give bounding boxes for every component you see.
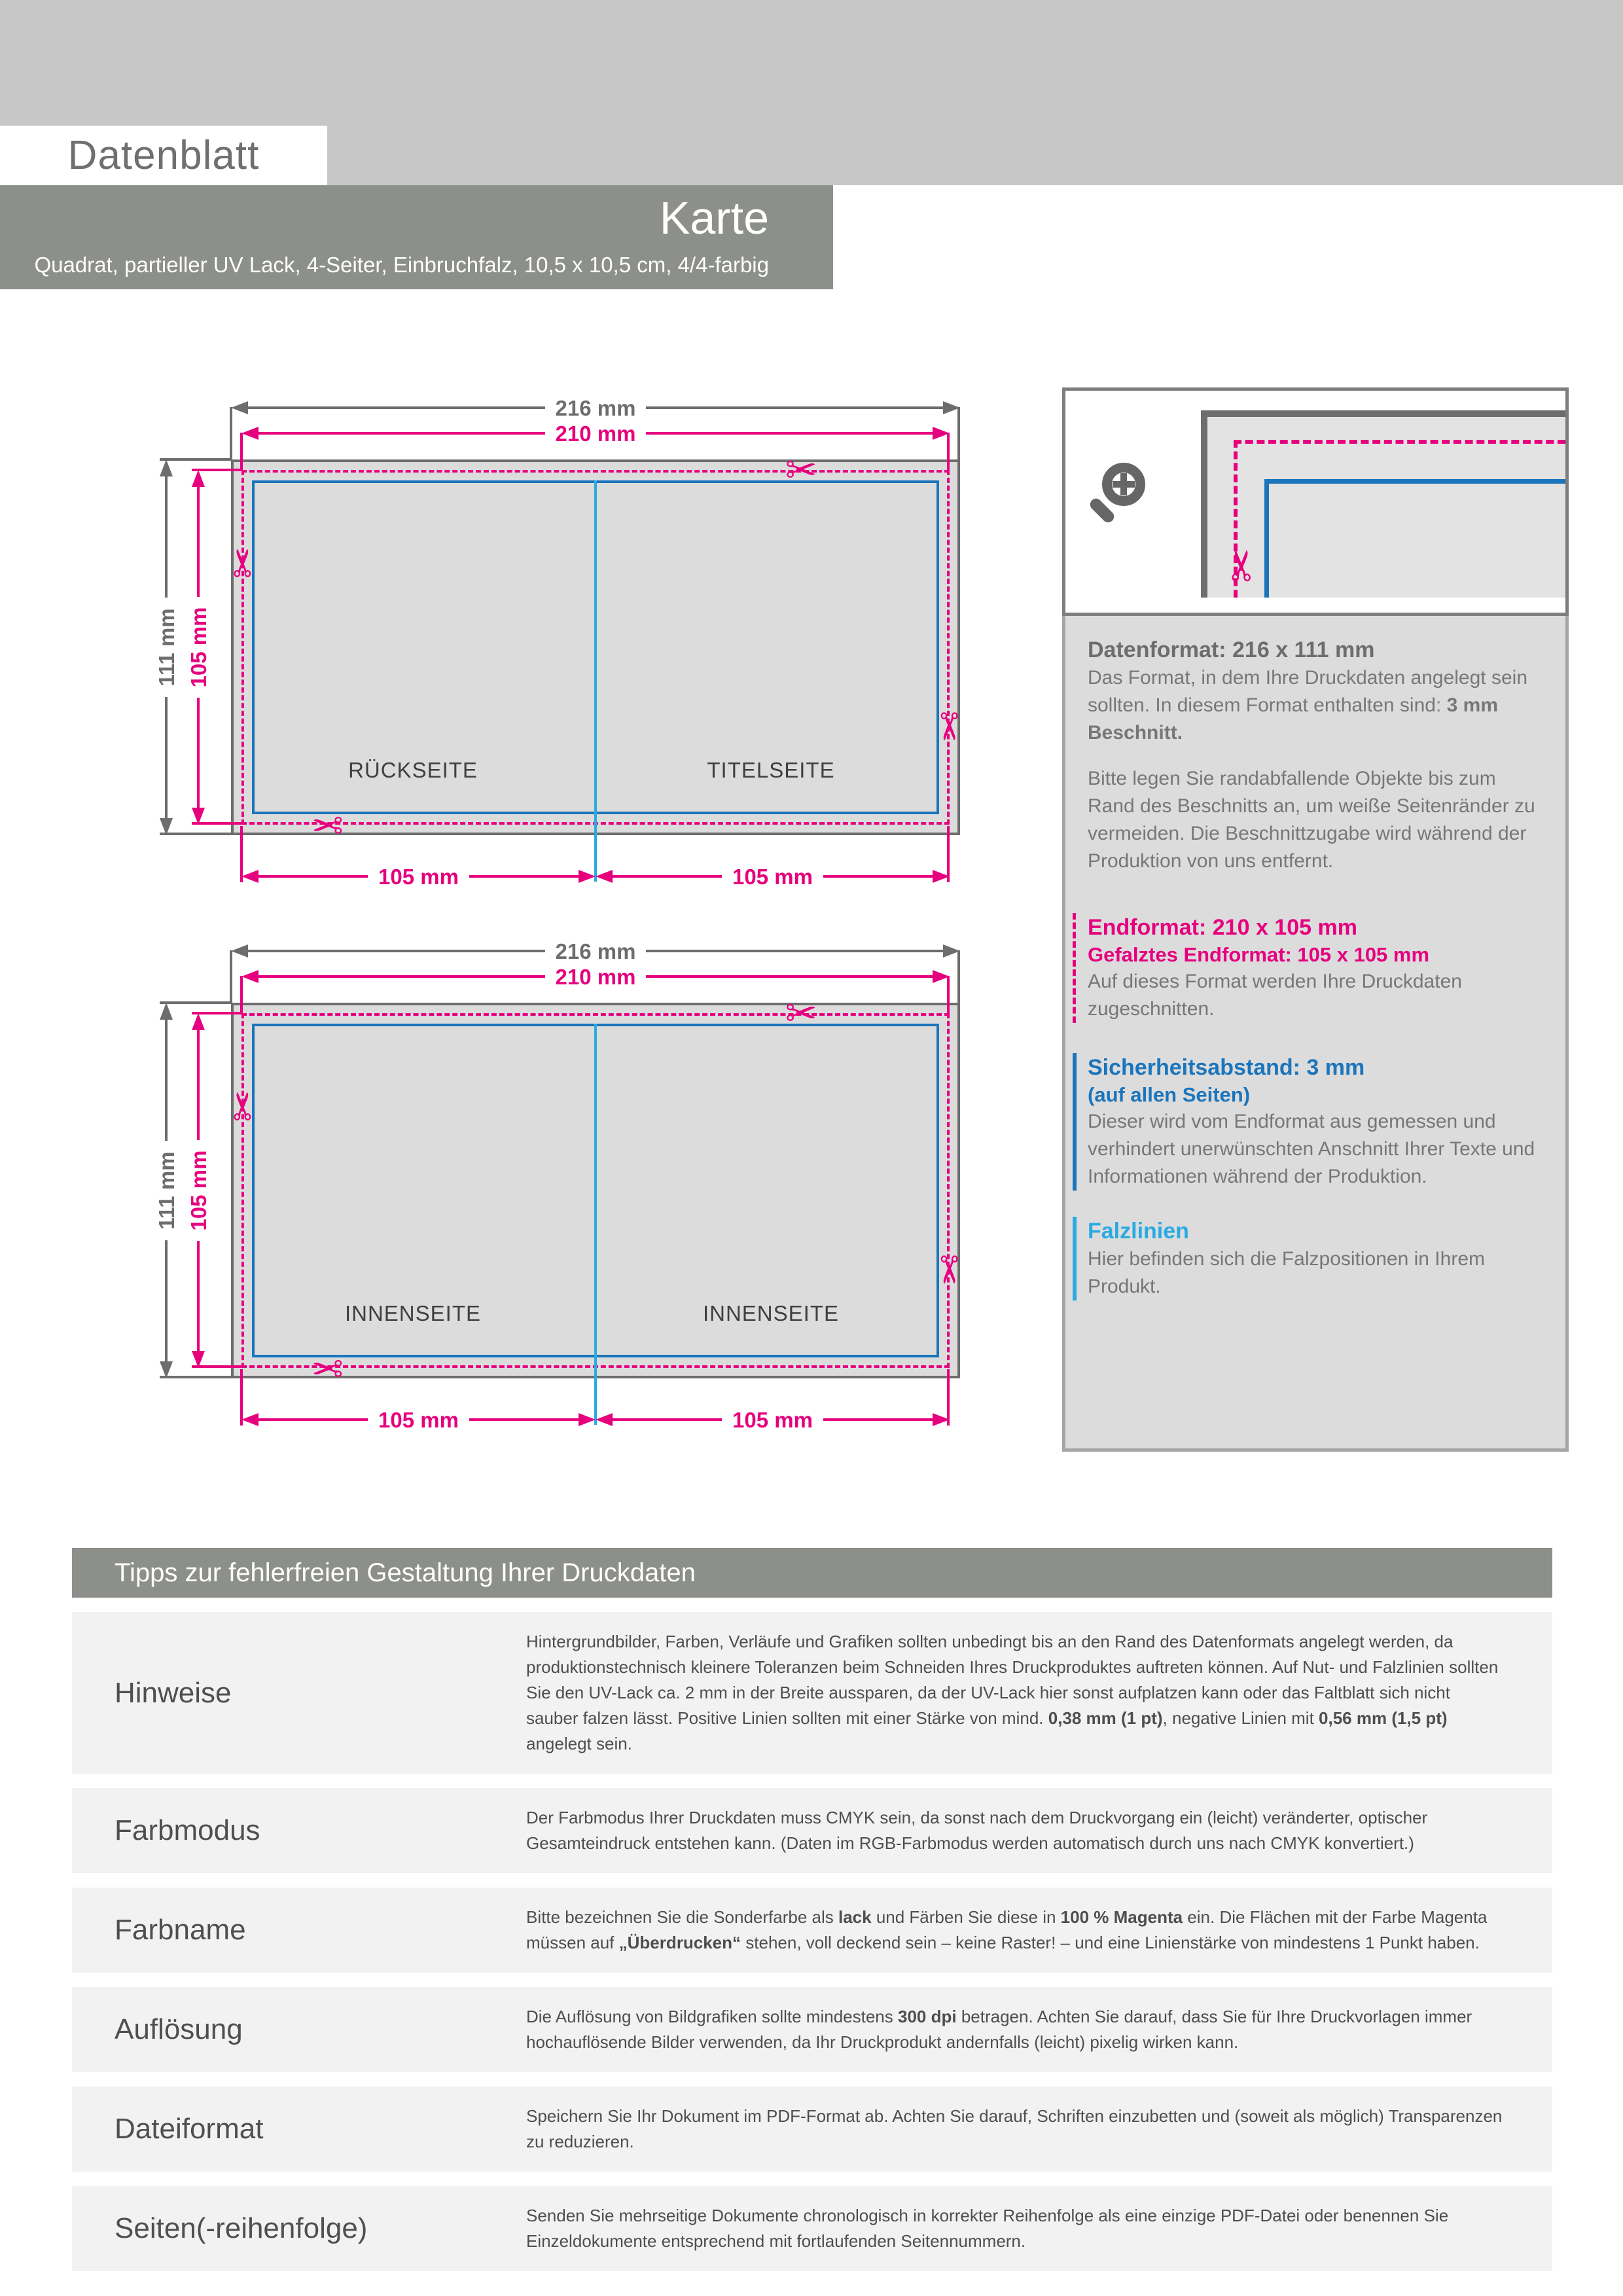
tip-text: Bitte bezeichnen Sie die Sonderfarbe als lack und Färben Sie diese in 100 % Magenta ein. Die Flächen mit der Farbe Magenta müssen auf „Überdrucken“ stehen, voll deckend sein – keine Raster! – und eine Linienstärke von mindestens 1 Punkt haben. xyxy=(526,1907,1488,1952)
diagram-outer-pages: 216 mm 210 mm 111 mm 105 mm 105 mm 105 mm RÜCKSEITE TITELSEITE ✂ ✂ ✂ ✂ xyxy=(154,395,971,889)
tip-label: Farbname xyxy=(115,1914,246,1946)
dim-panel-left: 105 mm xyxy=(241,870,596,883)
endformat-section xyxy=(1073,913,1542,1023)
tip-row-farbmodus xyxy=(72,1788,1552,1873)
tip-label: Auflösung xyxy=(115,2013,243,2045)
dim-panel-right: 105 mm xyxy=(596,1413,950,1426)
scissors-icon: ✂ xyxy=(1218,548,1267,583)
tip-label: Farbmodus xyxy=(115,1814,260,1846)
tips-title-band xyxy=(72,1548,1552,1598)
endformat-title: Endformat: 210 x 105 mm xyxy=(1088,915,1357,940)
dim-panel-right: 105 mm xyxy=(596,870,950,883)
magnifier-plus-icon xyxy=(1090,461,1162,540)
page-label-left: INNENSEITE xyxy=(344,1301,482,1325)
extension-line xyxy=(957,407,960,459)
product-title: Karte xyxy=(659,192,769,243)
tip-row-farbname xyxy=(72,1888,1552,1973)
tip-text: Hintergrundbilder, Farben, Verläufe und Grafiken sollten unbedingt bis an den Rand des Datenformats angelegt werden, da produktionstechnisch kleinere Toleranzen beim Schneiden Ihres Druckproduktes auftreten können. Auf Nut- und Falzlinien sollten Sie den UV-Lack ca. 2 mm in der Breite aussparen, da der UV-Lack hier sonst aufplatzen kann oder das Faltblatt sich nicht sauber falzen lässt. Positive Linien sollten mit einer Stärke von mind. 0,38 mm (1 pt), negative Linien mit 0,56 mm (1,5 pt) angelegt sein. xyxy=(526,1632,1499,1753)
tip-text: Speichern Sie Ihr Dokument im PDF-Format ab. Achten Sie darauf, Schriften einzubetten und (soweit als möglich) Transparenzen zu reduzieren. xyxy=(526,2106,1503,2151)
endformat-body: Auf dieses Format werden Ihre Druckdaten zugeschnitten. xyxy=(1088,971,1462,1020)
endformat-subtitle: Gefalztes Endformat: 105 x 105 mm xyxy=(1088,943,1430,966)
tip-row-dateiformat xyxy=(72,2087,1552,2172)
dim-panel-left: 105 mm xyxy=(241,1413,596,1426)
safety-line-detail xyxy=(1264,479,1565,484)
fold-section xyxy=(1073,1217,1542,1300)
bleed-line-detail xyxy=(1234,440,1565,444)
tip-row-seitenreihenfolge xyxy=(72,2186,1552,2271)
tips-section xyxy=(72,1548,1552,2271)
page-label-right: TITELSEITE xyxy=(707,758,835,782)
brand-box xyxy=(0,126,327,185)
tip-label: Dateiformat xyxy=(115,2113,264,2145)
safety-section xyxy=(1073,1053,1542,1191)
tip-text: Der Farbmodus Ihrer Druckdaten muss CMYK sein, da sonst nach dem Druckvorgang ein (leicht) veränderter, optischer Gesamteindruck entstehen kann. (Daten im RGB-Farbmodus werden automatisch durch uns nach CMYK konvertiert.) xyxy=(526,1808,1428,1853)
tip-text: Senden Sie mehrseitige Dokumente chronologisch in korrekter Reihenfolge als eine einzige PDF-Datei oder benennen Sie Einzeldokumente entsprechend mit fortlaufenden Seitennummern. xyxy=(526,2206,1449,2251)
safety-subtitle: (auf allen Seiten) xyxy=(1088,1083,1251,1106)
dim-trim-height: 105 mm xyxy=(192,470,205,825)
fold-title: Falzlinien xyxy=(1088,1219,1189,1244)
tip-row-aufloesung xyxy=(72,1987,1552,2072)
page-label-right: INNENSEITE xyxy=(702,1301,840,1325)
brand-label: Datenblatt xyxy=(67,133,260,178)
datenformat-title: Datenformat: 216 x 111 mm xyxy=(1088,637,1375,662)
tip-row-hinweise xyxy=(72,1612,1552,1774)
tip-label: Hinweise xyxy=(115,1676,232,1709)
dim-trim-width: 210 mm xyxy=(241,970,950,983)
dim-outer-height: 111 mm xyxy=(160,1003,173,1378)
dim-outer-width: 216 mm xyxy=(231,401,960,414)
fold-line xyxy=(594,480,597,882)
dim-trim-height: 105 mm xyxy=(192,1013,205,1368)
diagram-inner-pages: 216 mm 210 mm 111 mm 105 mm 105 mm 105 mm INNENSEITE INNENSEITE ✂ ✂ ✂ ✂ xyxy=(154,939,971,1432)
datenformat-note: Bitte legen Sie randabfallende Objekte bis zum Rand des Beschnitts an, um weiße Seitenränder zu vermeiden. Die Beschnittzugabe wird während der Produktion von uns entfernt. xyxy=(1088,768,1535,872)
tips-title: Tipps zur fehlerfreien Gestaltung Ihrer Druckdaten xyxy=(115,1558,696,1587)
tip-label: Seiten(-reihenfolge) xyxy=(115,2212,368,2244)
safety-title: Sicherheitsabstand: 3 mm xyxy=(1088,1055,1365,1080)
extension-line xyxy=(957,950,960,1003)
dim-outer-height: 111 mm xyxy=(160,459,173,835)
product-subtitle: Quadrat, partieller UV Lack, 4-Seiter, Einbruchfalz, 10,5 x 10,5 cm, 4/4-farbig xyxy=(34,253,769,277)
fold-body: Hier befinden sich die Falzpositionen in Ihrem Produkt. xyxy=(1088,1248,1485,1297)
safety-body: Dieser wird vom Endformat aus gemessen und verhindert unerwünschten Anschnitt Ihrer Texte und Informationen während der Produktion. xyxy=(1088,1111,1535,1187)
dim-trim-width: 210 mm xyxy=(241,427,950,440)
page-label-left: RÜCKSEITE xyxy=(348,758,478,782)
format-info-panel xyxy=(1062,616,1569,1452)
datenformat-body: Das Format, in dem Ihre Druckdaten angelegt sein sollten. In diesem Format enthalten sind: 3 mm Beschnitt. xyxy=(1088,667,1527,744)
zoom-detail-box xyxy=(1062,387,1569,616)
product-title-band xyxy=(0,185,833,289)
fold-line xyxy=(594,1024,597,1425)
tip-text: Die Auflösung von Bildgrafiken sollte mindestens 300 dpi betragen. Achten Sie darauf, dass Sie für Ihre Druckvorlagen immer hochauflösende Bilder verwenden, da Ihr Druckprodukt andernfalls (leicht) pixelig wirken kann. xyxy=(526,2007,1472,2052)
extension-line xyxy=(230,407,232,459)
dim-outer-width: 216 mm xyxy=(231,944,960,958)
extension-line xyxy=(230,950,232,1003)
datenformat-section xyxy=(1088,636,1542,747)
